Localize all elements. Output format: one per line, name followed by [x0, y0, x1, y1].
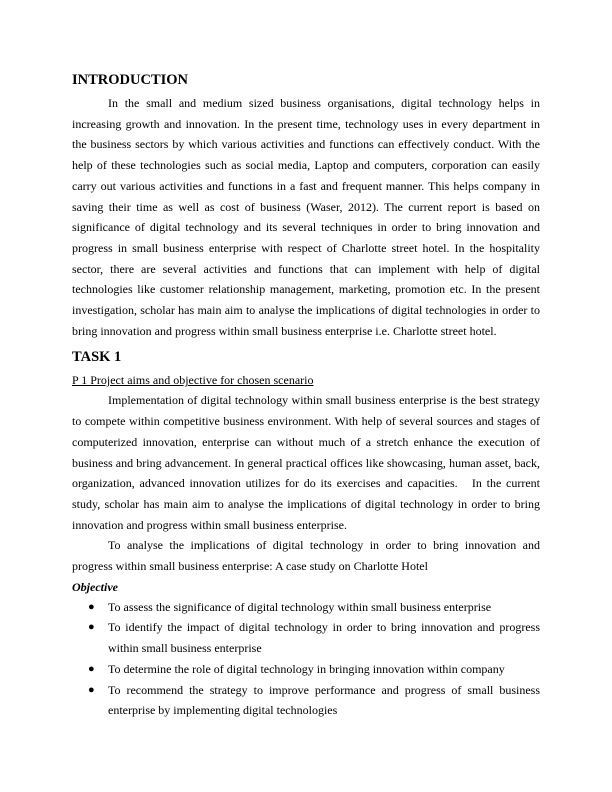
- task1-paragraph-2: To analyse the implications of digital technology in order to bring innovation and progress within small business enterprise: A case study on Charlotte Hotel: [72, 538, 540, 574]
- bullet-icon: ●: [88, 683, 95, 696]
- objective-item: [72, 659, 540, 680]
- task1-subheading: P 1 Project aims and objective for chosen scenario: [72, 373, 314, 388]
- objective-list: [72, 597, 540, 721]
- objective-text: To assess the significance of digital technology within small business enterprise: [108, 599, 492, 614]
- objective-item: [72, 680, 540, 721]
- task1-paragraph-1: Implementation of digital technology within small business enterprise is the best strategy to compete within competitive business environment. With help of several sources and stages of computerized innovation, enterprise can without much of a stretch enhance the execution of business and bring advancement. In general practical offices like showcasing, human asset, back, organization, advanced innovation utilizes for do its exercises and capacities. In the current study, scholar has main aim to analyse the implications of digital technology in order to bring innovation and progress within small business enterprise.: [72, 393, 540, 532]
- task1-heading: TASK 1: [72, 349, 122, 366]
- bullet-icon: ●: [88, 662, 95, 675]
- objective-item: [72, 597, 540, 618]
- bullet-icon: ●: [88, 600, 95, 613]
- objective-text: To recommend the strategy to improve performance and progress of small business enterprise by implementing digital technologies: [108, 682, 540, 718]
- objective-label: Objective: [72, 579, 118, 594]
- objective-text: To identify the impact of digital technology in order to bring innovation and progress within small business enterprise: [108, 620, 540, 656]
- page-content: [72, 70, 540, 721]
- objective-text: To determine the role of digital technology in bringing innovation within company: [108, 661, 505, 676]
- introduction-heading: INTRODUCTION: [72, 72, 189, 88]
- introduction-paragraph: In the small and medium sized business organisations, digital technology helps in increasing growth and innovation. In the present time, technology uses in every department in the business sectors by which various activities and functions can effectively conduct. With the help of these technologies such as social media, Laptop and computers, corporation can easily carry out various activities and functions in a fast and frequent manner. This helps company in saving their time as well as cost of business (Waser, 2012). The current report is based on significance of digital technology and its several techniques in order to bring innovation and progress in small business enterprise with respect of Charlotte street hotel. In the hospitality sector, there are several activities and functions that can implement with help of digital technologies like customer relationship management, marketing, promotion etc. In the present investigation, scholar has main aim to analyse the implications of digital technologies in order to bring innovation and progress within small business enterprise i.e. Charlotte street hotel.: [72, 96, 540, 338]
- bullet-icon: ●: [88, 621, 95, 634]
- objective-item: [72, 617, 540, 658]
